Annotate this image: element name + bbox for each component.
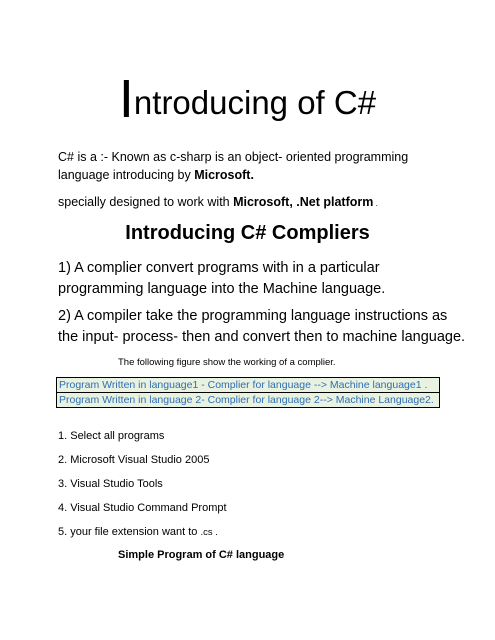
intro-paragraph [58,148,458,184]
table-cell: Program Written in language 2- Complier for language 2--> Machine Language2. [57,393,440,408]
point-1-line-1: 1) A complier convert programs with in a particular [58,260,380,276]
intro-line-3-bold: Microsoft, .Net platform [233,195,374,209]
point-1 [58,258,478,300]
list-item: 2. Microsoft Visual Studio 2005 [58,454,210,466]
intro-line-2-text: language introducing by [58,168,195,182]
steps-list [58,428,227,548]
point-2-line-1: 2) A compiler take the programming language instructions as [58,308,448,324]
list-item: 4. Visual Studio Command Prompt [58,502,227,514]
table-cell: Program Written in language1 - Complier for language --> Machine language1 . [57,378,440,393]
intro-platform-line [58,193,458,213]
figure-caption: The following figure show the working of a complier. [118,357,336,368]
title-first-letter: I [118,69,134,129]
title-rest: ntroducing of C# [133,84,377,121]
step-5-extension: .cs . [200,527,218,538]
list-item: 1. Select all programs [58,430,165,442]
list-item [58,524,227,548]
section-heading: Introducing C# Compliers [125,222,370,244]
point-2-line-2: the input- process- then and convert then to machine language. [58,329,466,345]
intro-line-2 [58,166,458,184]
list-item: 3. Visual Studio Tools [58,478,163,490]
table-row [57,378,440,393]
compiler-table [56,377,440,408]
point-1-line-2: programming language into the Machine language. [58,281,386,297]
table-row [57,393,440,408]
intro-line-2-bold: Microsoft. [194,168,254,182]
program-heading: Simple Program of C# language [118,549,285,561]
intro-line-3-suffix: . [373,199,378,208]
step-5-text: 5. your file extension want to [58,526,201,538]
point-2 [58,306,478,348]
page-title [0,69,495,129]
intro-line-1: C# is a :- Known as c-sharp is an object- oriented programming [58,150,409,164]
intro-line-3-text: specially designed to work with [58,195,234,209]
